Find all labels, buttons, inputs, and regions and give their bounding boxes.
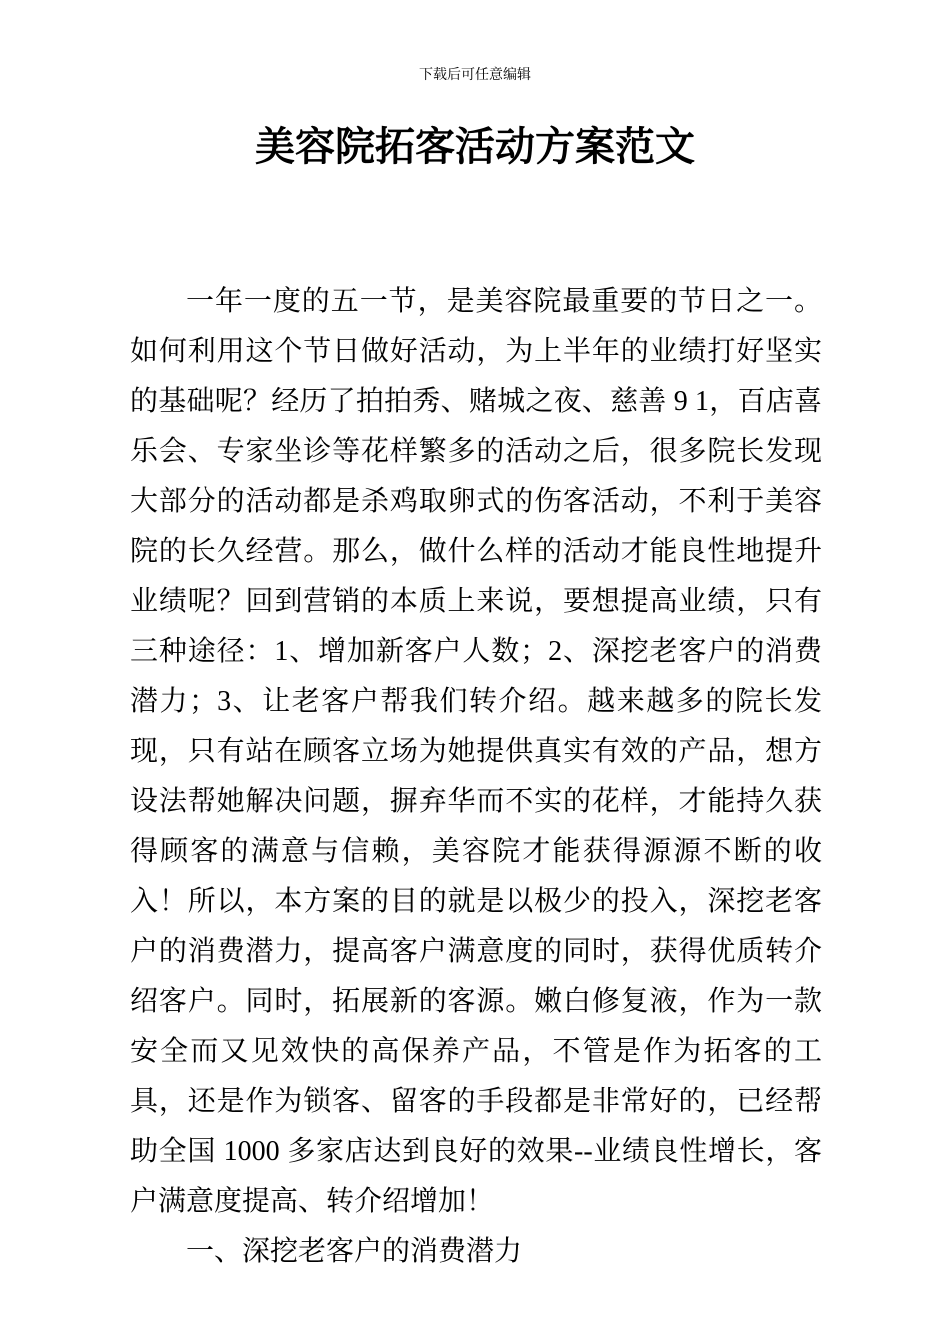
section-heading: 一、深挖老客户的消费潜力: [186, 1236, 523, 1267]
body-paragraph: 一年一度的五一节，是美容院最重要的节日之一。如何利用这个节日做好活动，为上半年的业绩打好坚实的基础呢？经历了拍拍秀、赌城之夜、慈善 9 1，百店喜乐会、专家坐诊等花样繁多的活动之后，很多院长发现大部分的活动都是杀鸡取卵式的伤客活动，不利于美容院的长久经营。那么，做什么样的活动才能良性地提升业绩呢？回到营销的本质上来说，要想提高业绩，只有三种途径：1、增加新客户人数；2、深挖老客户的消费潜力；3、让老客户帮我们转介绍。越来越多的院长发现，只有站在顾客立场为她提供真实有效的产品，想方设法帮她解决问题，摒弃华而不实的花样，才能持久获得顾客的满意与信赖，美容院才能获得源源不断的收入！所以，本方案的目的就是以极少的投入，深挖老客户的消费潜力，提高客户满意度的同时，获得优质转介绍客户。同时，拓展新的客源。嫩白修复液，作为一款安全而又见效快的高保养产品，不管是作为拓客的工具，还是作为锁客、留客的手段都是非常好的，已经帮助全国 1000 多家店达到良好的效果--业绩良性增长，客户满意度提高、转介绍增加！: [130, 286, 822, 1217]
document-title: 美容院拓客活动方案范文: [255, 125, 695, 169]
header-note: 下载后可任意编辑: [419, 68, 531, 83]
document-body: [130, 277, 822, 1277]
